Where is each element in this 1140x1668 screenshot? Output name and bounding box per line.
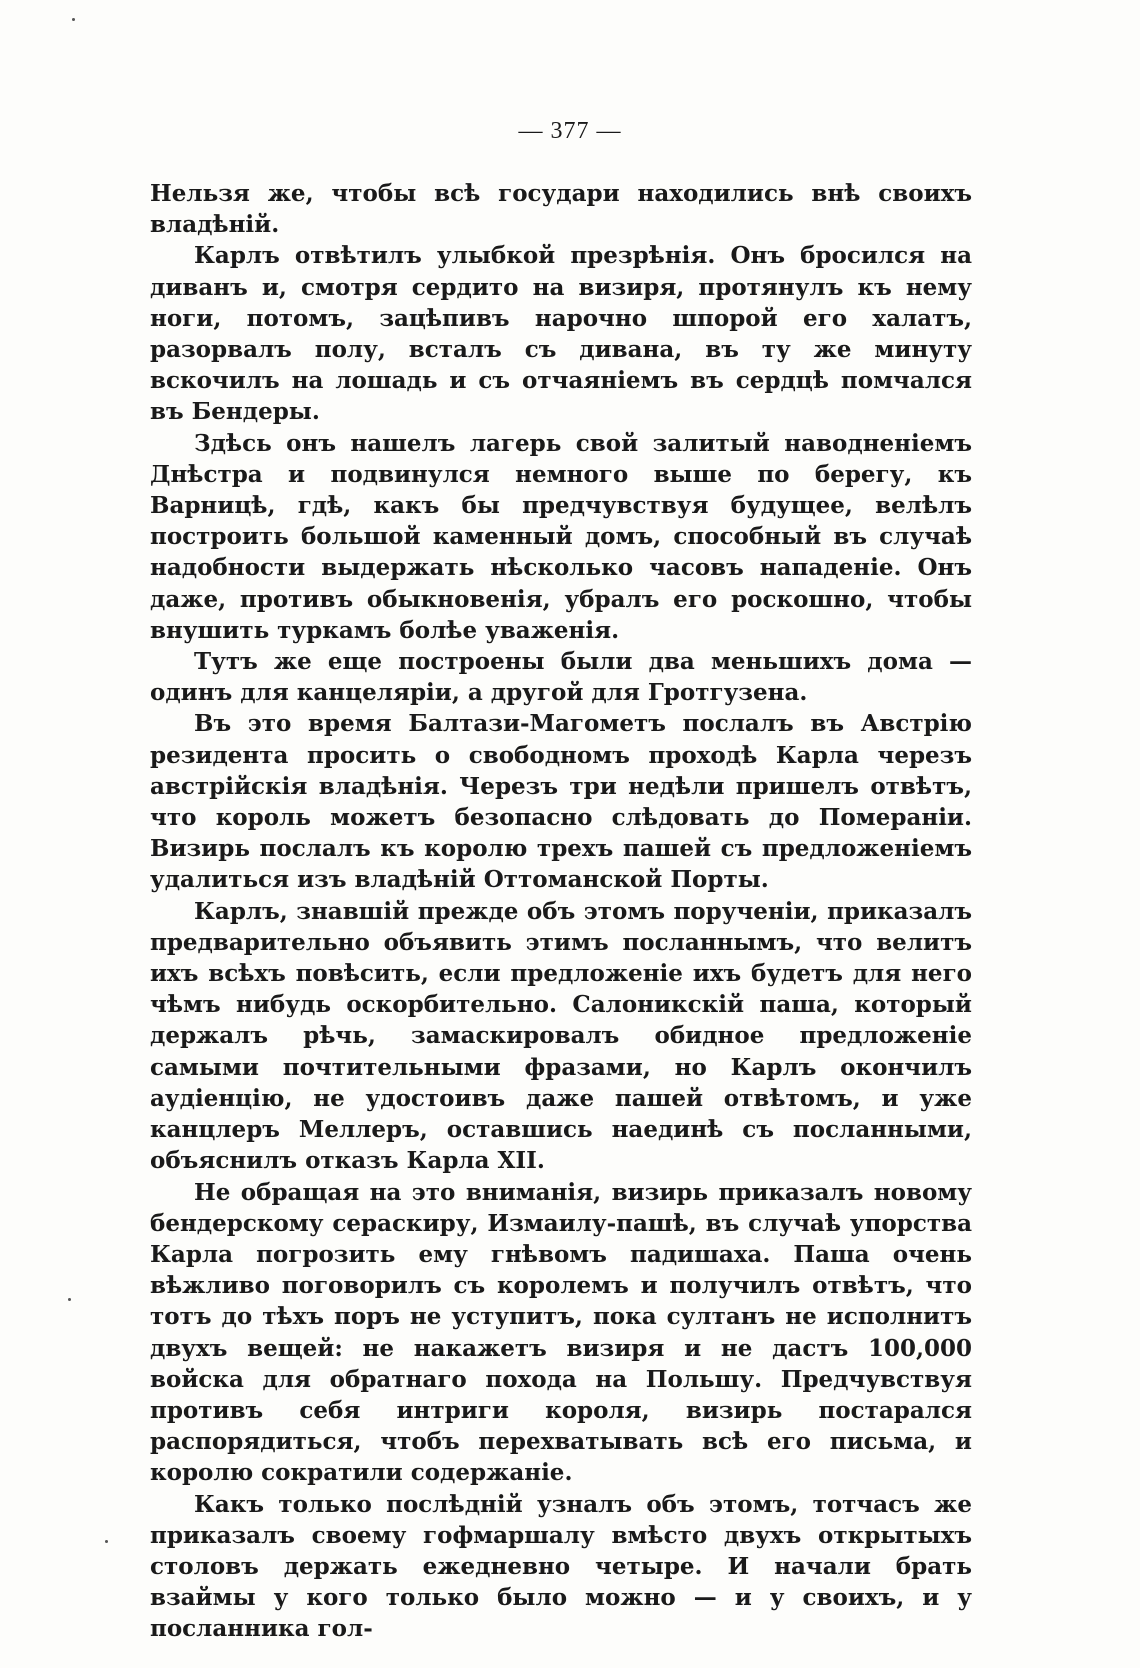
body-text xyxy=(150,178,972,1645)
paragraph: Какъ только послѣдній узналъ объ этомъ, тотчасъ же приказалъ своему гофмаршалу вмѣсто двухъ открытыхъ столовъ держать ежедневно четыре. И начали брать взаймы у кого только было можно — и у своихъ, и у посланника гол- xyxy=(150,1490,972,1643)
paragraph: Не обращая на это вниманія, визирь приказалъ новому бендерскому сераскиру, Измаилу-пашѣ, въ случаѣ упорства Карла погрозить ему гнѣвомъ падишаха. Паша очень вѣжливо поговорилъ съ королемъ и получилъ отвѣтъ, что тотъ до тѣхъ поръ не уступитъ, пока султанъ не исполнитъ двухъ вещей: не накажетъ визиря и не дастъ 100,000 войска для обратнаго похода на Польшу. Предчувствуя противъ себя интриги короля, визирь постарался распорядиться, чтобъ перехватывать всѣ его письма, и королю сократили содержаніе. xyxy=(150,1178,972,1487)
scan-speck xyxy=(105,1540,108,1543)
paragraph: Здѣсь онъ нашелъ лагерь свой залитый наводненіемъ Днѣстра и подвинулся немного выше по берегу, къ Варницѣ, гдѣ, какъ бы предчувствуя будущее, велѣлъ построить большой каменный домъ, способный въ случаѣ надобности выдержать нѣсколько часовъ нападеніе. Онъ даже, противъ обыкновенія, убралъ его роскошно, чтобы внушить туркамъ болѣе уваженія. xyxy=(150,429,972,644)
paragraph: Карлъ, знавшій прежде объ этомъ порученіи, приказалъ предварительно объявить этимъ посланнымъ, что велитъ ихъ всѣхъ повѣсить, если предложеніе ихъ будетъ для него чѣмъ нибудь оскорбительно. Салоникскій паша, который держалъ рѣчь, замаскировалъ обидное предложеніе самыми почтительными фразами, но Карлъ окончилъ аудіенцію, не удостоивъ даже пашей отвѣтомъ, и уже канцлеръ Меллеръ, оставшись наединѣ съ посланными, объяснилъ отказъ Карла XII. xyxy=(150,897,972,1175)
scan-speck xyxy=(68,1298,71,1301)
paragraph: Нельзя же, чтобы всѣ государи находились внѣ своихъ владѣній. xyxy=(150,180,972,239)
paragraph: Тутъ же еще построены были два меньшихъ дома — одинъ для канцеляріи, а другой для Гротгузена. xyxy=(150,648,972,707)
paragraph: Карлъ отвѣтилъ улыбкой презрѣнія. Онъ бросился на диванъ и, смотря сердито на визиря, протянулъ къ нему ноги, потомъ, зацѣпивъ нарочно шпорой его халатъ, разорвалъ полу, всталъ съ дивана, въ ту же минуту вскочилъ на лошадь и съ отчаяніемъ въ сердцѣ помчался въ Бендеры. xyxy=(150,242,972,426)
scan-speck xyxy=(72,18,75,21)
paragraph: Въ это время Балтази-Магометъ послалъ въ Австрію резидента просить о свободномъ проходѣ Карла черезъ австрійскія владѣнія. Черезъ три недѣли пришелъ отвѣтъ, что король можетъ безопасно слѣдовать до Помераніи. Визирь послалъ къ королю трехъ пашей съ предложеніемъ удалиться изъ владѣній Оттоманской Порты. xyxy=(150,710,972,894)
page-number: — 377 — xyxy=(518,118,622,144)
